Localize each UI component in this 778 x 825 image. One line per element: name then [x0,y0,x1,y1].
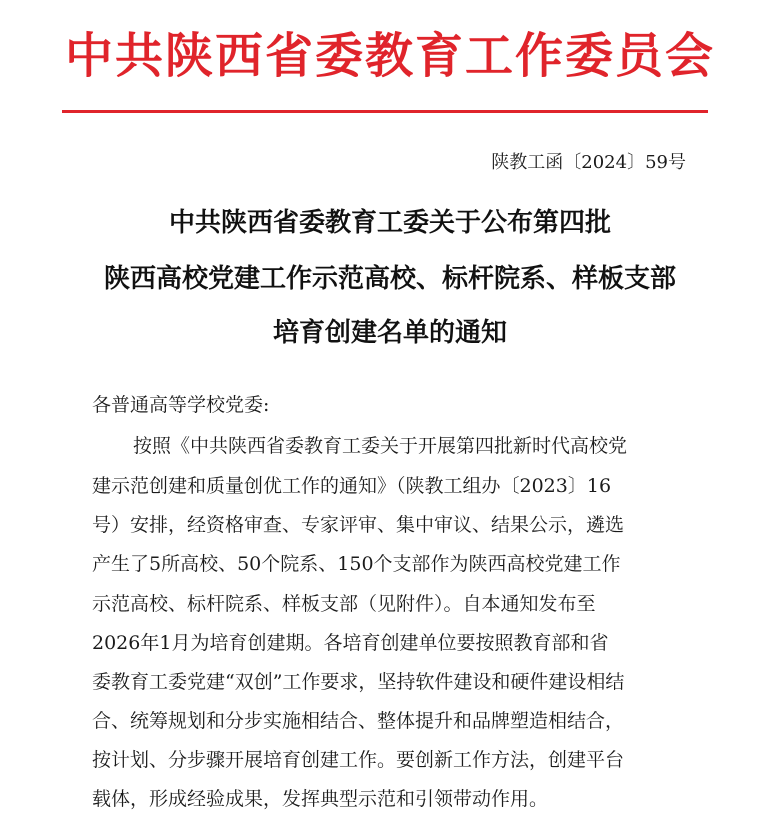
body-line: 示范高校、标杆院系、样板支部（见附件）。自本通知发布至 [92,593,596,615]
body-line: 2026年1月为培育创建期。各培育创建单位要按照教育部和省 [92,632,609,654]
salutation: 各普通高等学校党委: [92,394,270,416]
body-line: 按计划、分步骤开展培育创建工作。要创新工作方法，创建平台 [92,749,625,771]
document-number: 陕教工函〔2024〕59号 [491,152,686,173]
body-line: 号）安排，经资格审查、专家评审、集中审议、结果公示，遴选 [92,514,625,536]
body-line: 按照《中共陕西省委教育工委关于开展第四批新时代高校党 [133,435,628,457]
title-line-3: 培育创建名单的通知 [272,318,507,348]
title-line-2: 陕西高校党建工作示范高校、标杆院系、样板支部 [103,264,676,294]
body-line: 载体，形成经验成果，发挥典型示范和引领带动作用。 [92,788,549,810]
body-line: 合、统筹规划和分步实施相结合、整体提升和品牌塑造相结合， [92,710,625,732]
body-line: 建示范创建和质量创优工作的通知》（陕教工组办〔2023〕16 [92,475,612,497]
red-separator-rule [62,110,708,113]
body-line: 产生了5所高校、50个院系、150个支部作为陕西高校党建工作 [92,553,621,575]
body-line: 委教育工委党建“双创”工作要求，坚持软件建设和硬件建设相结 [92,671,625,693]
title-line-1: 中共陕西省委教育工委关于公布第四批 [168,208,611,238]
issuer-masthead: 中共陕西省委教育工作委员会 [64,28,715,84]
